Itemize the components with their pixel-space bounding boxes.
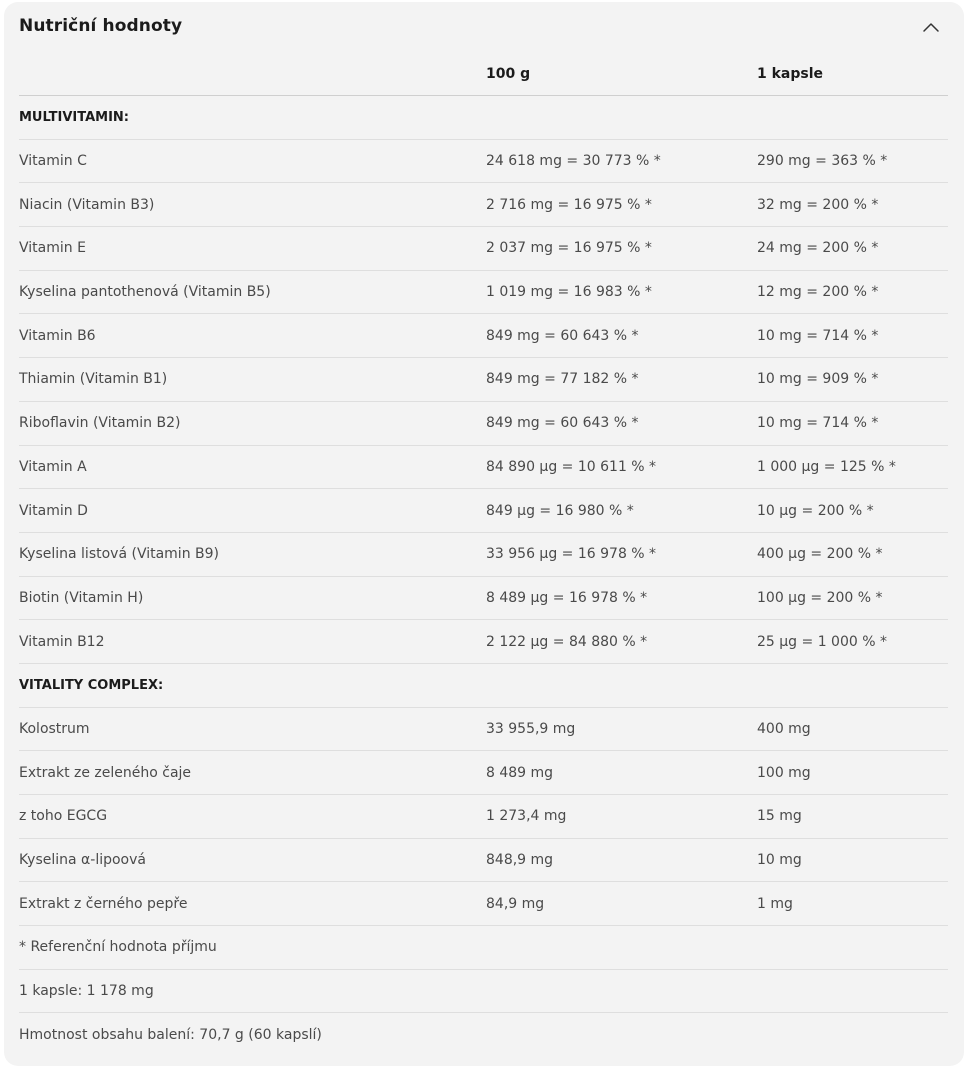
table-row bbox=[19, 314, 948, 358]
column-header-capsule: 1 kapsle bbox=[757, 65, 824, 82]
table-row bbox=[19, 227, 948, 271]
nutrient-name: Vitamin B6 bbox=[19, 327, 96, 344]
nutrient-name: Thiamin (Vitamin B1) bbox=[19, 371, 168, 388]
nutrient-name: Niacin (Vitamin B3) bbox=[19, 196, 155, 213]
nutrient-name: Kolostrum bbox=[19, 720, 90, 737]
section-title: MULTIVITAMIN: bbox=[19, 109, 129, 125]
value-per-capsule: 10 µg = 200 % * bbox=[757, 502, 874, 519]
value-per-100g: 849 mg = 77 182 % * bbox=[486, 371, 639, 388]
column-header-100g: 100 g bbox=[486, 65, 531, 82]
value-per-capsule: 400 µg = 200 % * bbox=[757, 546, 883, 563]
table-row bbox=[19, 489, 948, 533]
nutrient-name: Extrakt z černého pepře bbox=[19, 895, 188, 912]
table-row bbox=[19, 795, 948, 839]
value-per-100g: 33 956 µg = 16 978 % * bbox=[486, 546, 657, 563]
section-title: VITALITY COMPLEX: bbox=[19, 677, 164, 693]
value-per-capsule: 1 000 µg = 125 % * bbox=[757, 458, 896, 475]
value-per-100g: 2 716 mg = 16 975 % * bbox=[486, 196, 652, 213]
value-per-100g: 1 019 mg = 16 983 % * bbox=[486, 284, 652, 301]
note-text: 1 kapsle: 1 178 mg bbox=[19, 983, 154, 1000]
note-row bbox=[19, 1013, 948, 1057]
section-row bbox=[19, 664, 948, 708]
section-row bbox=[19, 96, 948, 140]
nutrient-name: Vitamin E bbox=[19, 240, 86, 257]
value-per-100g: 849 mg = 60 643 % * bbox=[486, 327, 639, 344]
value-per-100g: 8 489 µg = 16 978 % * bbox=[486, 589, 648, 606]
note-row bbox=[19, 970, 948, 1014]
value-per-capsule: 32 mg = 200 % * bbox=[757, 196, 879, 213]
nutrition-panel-header[interactable] bbox=[4, 2, 964, 56]
nutrient-name: Riboflavin (Vitamin B2) bbox=[19, 415, 181, 432]
note-text: Hmotnost obsahu balení: 70,7 g (60 kapslí) bbox=[19, 1027, 322, 1044]
table-row bbox=[19, 402, 948, 446]
nutrient-name: Kyselina pantothenová (Vitamin B5) bbox=[19, 284, 271, 301]
value-per-capsule: 1 mg bbox=[757, 895, 793, 912]
value-per-capsule: 100 mg bbox=[757, 764, 811, 781]
value-per-100g: 848,9 mg bbox=[486, 852, 554, 869]
table-row bbox=[19, 271, 948, 315]
value-per-100g: 84 890 µg = 10 611 % * bbox=[486, 458, 657, 475]
nutrient-name: Vitamin C bbox=[19, 153, 87, 170]
value-per-100g: 84,9 mg bbox=[486, 895, 545, 912]
table-row bbox=[19, 882, 948, 926]
value-per-capsule: 10 mg = 909 % * bbox=[757, 371, 879, 388]
nutrient-name: Vitamin B12 bbox=[19, 633, 105, 650]
value-per-capsule: 100 µg = 200 % * bbox=[757, 589, 883, 606]
value-per-capsule: 25 µg = 1 000 % * bbox=[757, 633, 887, 650]
note-text: * Referenční hodnota příjmu bbox=[19, 939, 217, 956]
chevron-up-icon[interactable] bbox=[922, 20, 940, 34]
value-per-capsule: 15 mg bbox=[757, 808, 802, 825]
nutrient-name: Extrakt ze zeleného čaje bbox=[19, 764, 192, 781]
value-per-capsule: 12 mg = 200 % * bbox=[757, 284, 879, 301]
value-per-capsule: 10 mg = 714 % * bbox=[757, 327, 879, 344]
nutrient-name: Vitamin A bbox=[19, 458, 87, 475]
table-row bbox=[19, 140, 948, 184]
nutrient-name: z toho EGCG bbox=[19, 808, 108, 825]
value-per-100g: 8 489 mg bbox=[486, 764, 554, 781]
table-header-row bbox=[19, 52, 948, 96]
table-row bbox=[19, 183, 948, 227]
value-per-capsule: 10 mg = 714 % * bbox=[757, 415, 879, 432]
table-row bbox=[19, 751, 948, 795]
note-row bbox=[19, 926, 948, 970]
value-per-capsule: 24 mg = 200 % * bbox=[757, 240, 879, 257]
table-row bbox=[19, 577, 948, 621]
value-per-100g: 2 037 mg = 16 975 % * bbox=[486, 240, 652, 257]
table-row bbox=[19, 446, 948, 490]
table-row bbox=[19, 533, 948, 577]
value-per-100g: 2 122 µg = 84 880 % * bbox=[486, 633, 648, 650]
value-per-100g: 33 955,9 mg bbox=[486, 720, 576, 737]
nutrient-name: Kyselina listová (Vitamin B9) bbox=[19, 546, 219, 563]
panel-title: Nutriční hodnoty bbox=[19, 16, 183, 36]
nutrient-name: Vitamin D bbox=[19, 502, 88, 519]
nutrition-panel bbox=[4, 2, 964, 1066]
value-per-100g: 1 273,4 mg bbox=[486, 808, 567, 825]
table-row bbox=[19, 358, 948, 402]
table-row bbox=[19, 839, 948, 883]
value-per-100g: 24 618 mg = 30 773 % * bbox=[486, 153, 661, 170]
value-per-capsule: 10 mg bbox=[757, 852, 802, 869]
value-per-100g: 849 µg = 16 980 % * bbox=[486, 502, 634, 519]
nutrient-name: Biotin (Vitamin H) bbox=[19, 589, 144, 606]
table-row bbox=[19, 708, 948, 752]
value-per-capsule: 400 mg bbox=[757, 720, 811, 737]
value-per-100g: 849 mg = 60 643 % * bbox=[486, 415, 639, 432]
value-per-capsule: 290 mg = 363 % * bbox=[757, 153, 888, 170]
nutrition-table bbox=[19, 52, 948, 1057]
nutrient-name: Kyselina α-lipoová bbox=[19, 852, 146, 869]
table-row bbox=[19, 620, 948, 664]
